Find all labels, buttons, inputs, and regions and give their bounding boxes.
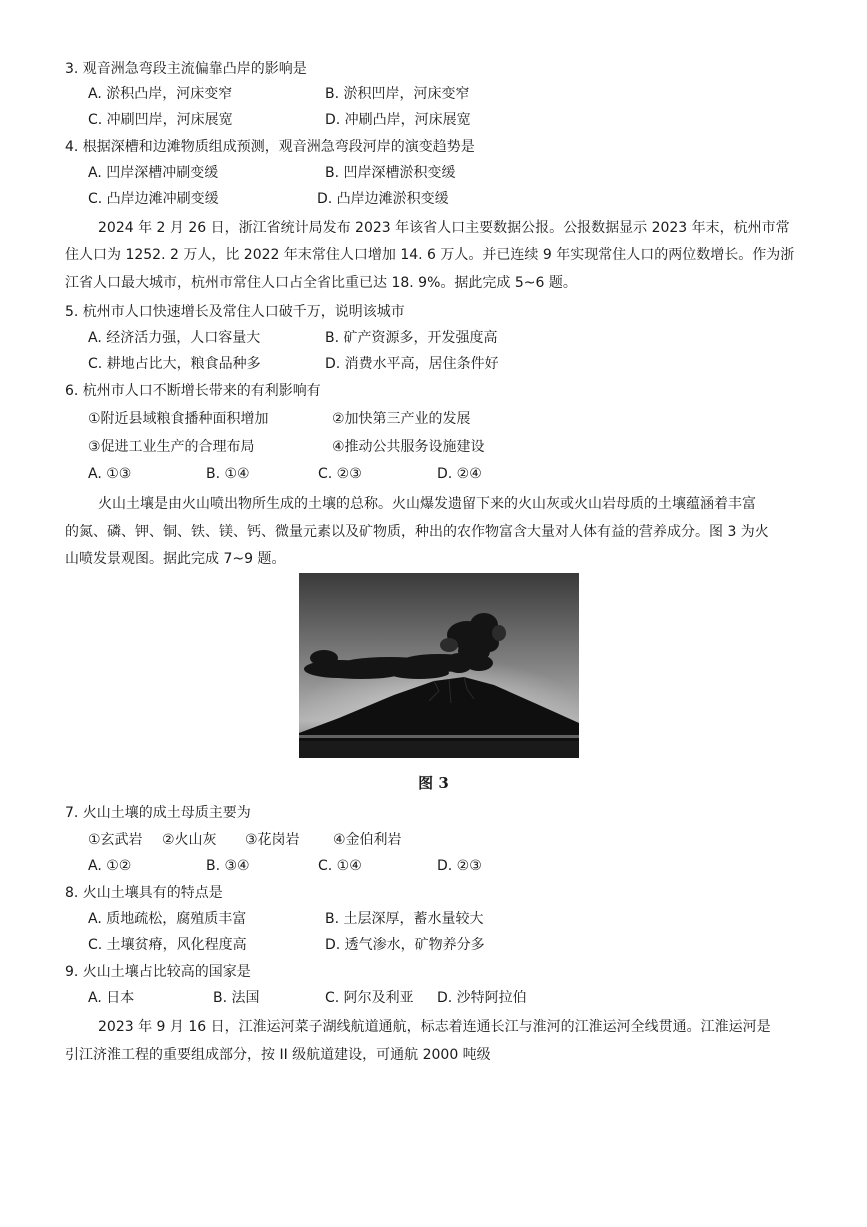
figure-caption: 图 3 <box>418 774 449 792</box>
question-8-stem: 8. 火山土壤具有的特点是 <box>65 885 223 901</box>
question-9-stem: 9. 火山土壤占比较高的国家是 <box>65 964 251 980</box>
question-6-item-2: ②加快第三产业的发展 <box>332 411 471 427</box>
question-6-item-3: ③促进工业生产的合理布局 <box>88 439 255 455</box>
question-4-option-c: C. 凸岸边滩冲刷变缓 <box>88 191 219 207</box>
question-9-option-b: B. 法国 <box>213 990 260 1006</box>
question-4-option-b: B. 凹岸深槽淤积变缓 <box>325 165 456 181</box>
passage-2-line-1: 2024 年 2 月 26 日，浙江省统计局发布 2023 年该省人口主要数据公报。公报数据显示 2023 年末，杭州市常 <box>98 220 790 236</box>
passage-4-line-2: 引江济淮工程的重要组成部分，按 II 级航道建设，可通航 2000 吨级 <box>65 1047 491 1063</box>
question-3-option-c: C. 冲刷凹岸，河床展宽 <box>88 112 233 128</box>
question-6-item-1: ①附近县域粮食播种面积增加 <box>88 411 269 427</box>
question-3-option-d: D. 冲刷凸岸，河床展宽 <box>325 112 471 128</box>
question-7-stem: 7. 火山土壤的成土母质主要为 <box>65 805 251 821</box>
question-7-item-4: ④金伯利岩 <box>333 832 402 848</box>
question-6-option-c: C. ②③ <box>318 466 362 482</box>
volcano-eruption-photo <box>299 573 579 758</box>
question-4-option-a: A. 凹岸深槽冲刷变缓 <box>88 165 219 181</box>
question-6-option-b: B. ①④ <box>206 466 250 482</box>
question-7-option-b: B. ③④ <box>206 858 250 874</box>
question-5-option-b: B. 矿产资源多，开发强度高 <box>325 330 498 346</box>
question-9-option-c: C. 阿尔及利亚 <box>325 990 414 1006</box>
passage-3-line-3: 山喷发景观图。据此完成 7~9 题。 <box>65 551 286 567</box>
question-7-item-1: ①玄武岩 <box>88 832 143 848</box>
question-7-item-3: ③花岗岩 <box>245 832 300 848</box>
question-6-option-a: A. ①③ <box>88 466 132 482</box>
question-3-stem: 3. 观音洲急弯段主流偏靠凸岸的影响是 <box>65 61 307 77</box>
question-6-option-d: D. ②④ <box>437 466 482 482</box>
question-7-item-2: ②火山灰 <box>162 832 217 848</box>
passage-4-line-1: 2023 年 9 月 16 日，江淮运河菜子湖线航道通航，标志着连通长江与淮河的江淮运河全线贯通。江淮运河是 <box>98 1019 771 1035</box>
question-8-option-d: D. 透气渗水，矿物养分多 <box>325 937 485 953</box>
passage-2-line-2: 住人口为 1252. 2 万人，比 2022 年末常住人口增加 14. 6 万人。并已连续 9 年实现常住人口的两位数增长。作为浙 <box>65 247 795 263</box>
question-9-option-d: D. 沙特阿拉伯 <box>437 990 527 1006</box>
question-3-option-b: B. 淤积凹岸，河床变窄 <box>325 86 470 102</box>
question-8-option-c: C. 土壤贫瘠，风化程度高 <box>88 937 247 953</box>
question-5-option-a: A. 经济活力强，人口容量大 <box>88 330 261 346</box>
passage-3-line-2: 的氮、磷、钾、铜、铁、镁、钙、微量元素以及矿物质，种出的农作物富含大量对人体有益的营养成分。图 3 为火 <box>65 524 769 540</box>
question-6-item-4: ④推动公共服务设施建设 <box>332 439 485 455</box>
question-8-option-b: B. 土层深厚，蓄水量较大 <box>325 911 484 927</box>
question-4-stem: 4. 根据深槽和边滩物质组成预测，观音洲急弯段河岸的演变趋势是 <box>65 139 475 155</box>
question-7-option-d: D. ②③ <box>437 858 482 874</box>
question-6-stem: 6. 杭州市人口不断增长带来的有利影响有 <box>65 383 321 399</box>
passage-3-line-1: 火山土壤是由火山喷出物所生成的土壤的总称。火山爆发遗留下来的火山灰或火山岩母质的土壤蕴涵着丰富 <box>98 496 756 512</box>
question-5-stem: 5. 杭州市人口快速增长及常住人口破千万，说明该城市 <box>65 304 405 320</box>
passage-2-line-3: 江省人口最大城市，杭州市常住人口占全省比重已达 18. 9%。据此完成 5~6 题。 <box>65 275 577 291</box>
question-5-option-c: C. 耕地占比大，粮食品种多 <box>88 356 261 372</box>
question-4-option-d: D. 凸岸边滩淤积变缓 <box>317 191 449 207</box>
question-8-option-a: A. 质地疏松，腐殖质丰富 <box>88 911 247 927</box>
question-7-option-c: C. ①④ <box>318 858 362 874</box>
question-9-option-a: A. 日本 <box>88 990 135 1006</box>
question-5-option-d: D. 消费水平高，居住条件好 <box>325 356 499 372</box>
question-7-option-a: A. ①② <box>88 858 132 874</box>
question-3-option-a: A. 淤积凸岸，河床变窄 <box>88 86 233 102</box>
